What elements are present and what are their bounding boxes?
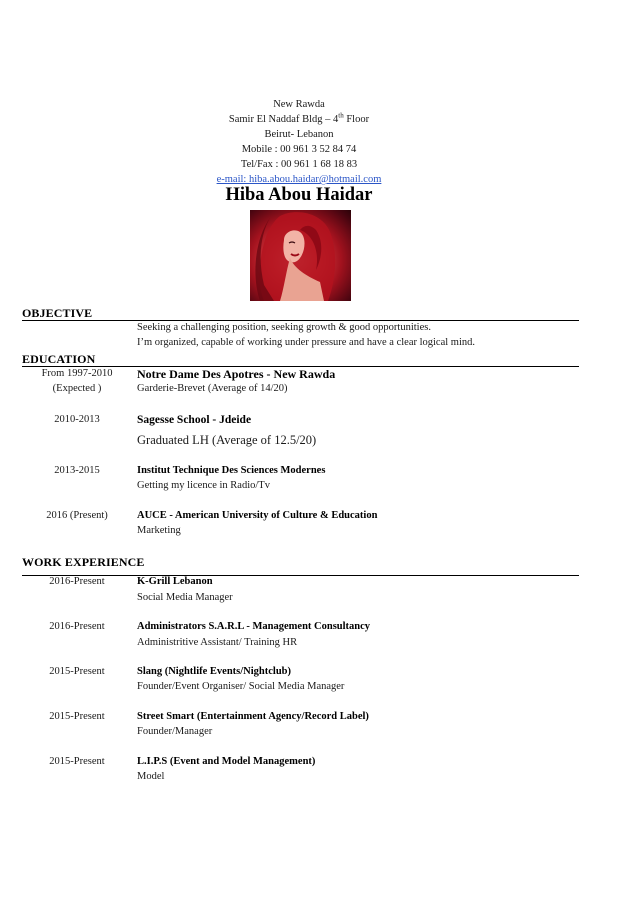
- work-company: Street Smart (Entertainment Agency/Record Label): [137, 711, 369, 722]
- education-school: Institut Technique Des Sciences Modernes: [137, 465, 326, 476]
- email-link[interactable]: e-mail: hiba.abou.haidar@hotmail.com: [216, 174, 382, 185]
- work-role: Founder/Event Organiser/ Social Media Manager: [137, 681, 345, 692]
- education-detail: Graduated LH (Average of 12.5/20): [137, 433, 317, 447]
- work-company: Administrators S.A.R.L - Management Consultancy: [137, 621, 371, 632]
- education-school: Sagesse School - Jdeide: [137, 414, 252, 426]
- profile-photo: [250, 210, 351, 301]
- education-detail: Marketing: [137, 525, 181, 536]
- education-detail: Getting my licence in Radio/Tv: [137, 480, 270, 491]
- telfax-number: Tel/Fax : 00 961 1 68 18 83: [240, 159, 358, 170]
- work-date: 2015-Present: [49, 756, 105, 767]
- objective-line: I’m organized, capable of working under pressure and have a clear logical mind.: [137, 337, 476, 348]
- education-date: 2010-2013: [54, 414, 100, 425]
- work-date: 2016-Present: [49, 576, 105, 587]
- person-name: Hiba Abou Haidar: [225, 185, 373, 205]
- contact-block: [0, 97, 598, 187]
- section-divider: [22, 320, 579, 321]
- education-school: Notre Dame Des Apotres - New Rawda: [137, 367, 336, 381]
- education-detail: Garderie-Brevet (Average of 14/20): [137, 383, 288, 394]
- work-company: K-Grill Lebanon: [137, 576, 213, 587]
- section-title-education: EDUCATION: [22, 352, 96, 366]
- education-date: From 1997-2010: [41, 368, 113, 379]
- work-role: Social Media Manager: [137, 592, 233, 603]
- work-company: Slang (Nightlife Events/Nightclub): [137, 666, 292, 677]
- work-date: 2016-Present: [49, 621, 105, 632]
- work-role: Administritive Assistant/ Training HR: [137, 637, 298, 648]
- work-company: L.I.P.S (Event and Model Management): [137, 756, 316, 767]
- floor-superscript: th: [338, 111, 344, 120]
- section-title-objective: OBJECTIVE: [22, 306, 93, 320]
- work-date: 2015-Present: [49, 666, 105, 677]
- education-date: 2013-2015: [54, 465, 100, 476]
- address-city: Beirut- Lebanon: [264, 129, 334, 140]
- section-title-work-experience: WORK EXPERIENCE: [22, 555, 145, 569]
- education-school: AUCE - American University of Culture & Education: [137, 510, 378, 521]
- work-role: Founder/Manager: [137, 726, 213, 737]
- education-date-note: (Expected ): [52, 383, 102, 394]
- address-line: [0, 112, 598, 127]
- objective-line: Seeking a challenging position, seeking growth & good opportunities.: [137, 322, 431, 333]
- address-building: Samir El Naddaf Bldg – 4: [228, 114, 339, 125]
- mobile-number: Mobile : 00 961 3 52 84 74: [241, 144, 357, 155]
- address-floor: Floor: [343, 114, 370, 125]
- address-line: New Rawda: [273, 99, 325, 110]
- work-date: 2015-Present: [49, 711, 105, 722]
- education-date: 2016 (Present): [46, 510, 108, 521]
- work-role: Model: [137, 771, 165, 782]
